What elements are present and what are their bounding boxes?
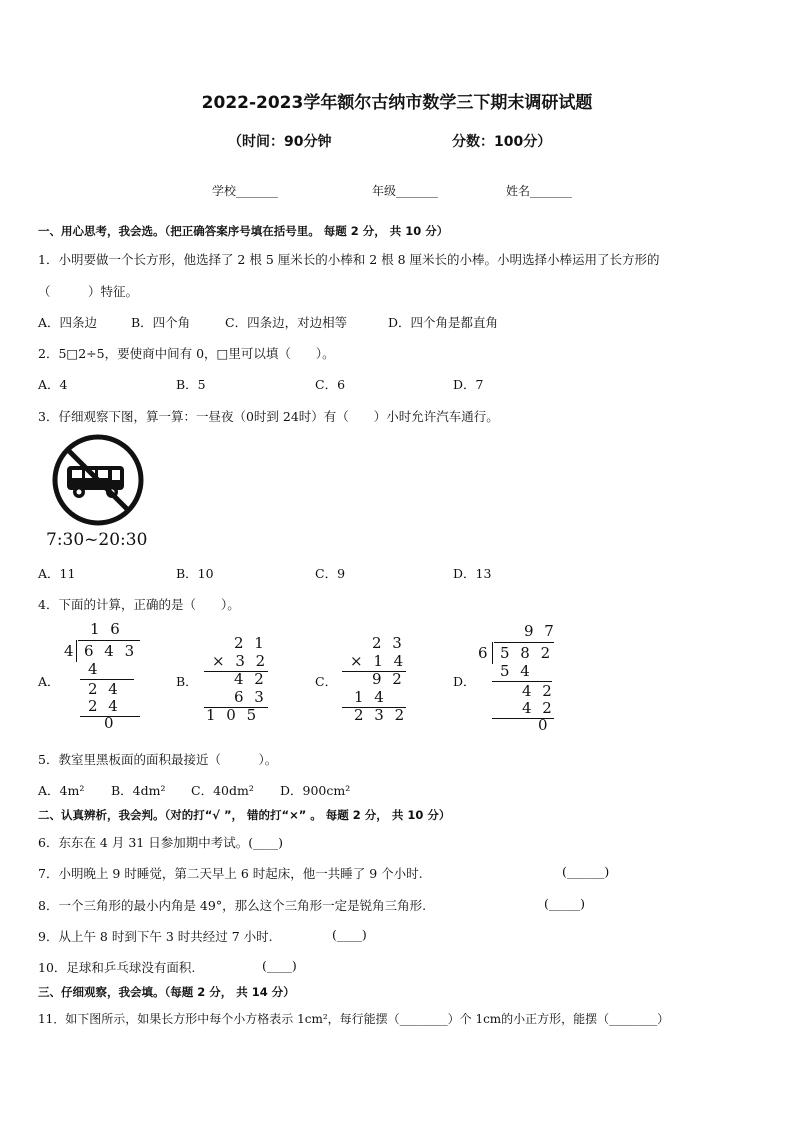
- grade-field[interactable]: 年级_______: [372, 184, 439, 198]
- q3-option-c[interactable]: C．9: [315, 566, 346, 581]
- q4-a-division: [62, 620, 152, 732]
- page-title: 2022-2023学年额尔古纳市数学三下期末调研试题: [201, 93, 593, 113]
- q2-option-a[interactable]: A．4: [38, 377, 68, 392]
- section-1-heading: 一、用心思考，我会选。（把正确答案序号填在括号里。 每题 2 分， 共 10 分）: [38, 224, 449, 238]
- question-1-line1: 1．小明要做一个长方形，他选择了 2 根 5 厘米长的小棒和 2 根 8 厘米长的小棒。小明选择小棒运用了长方形的: [38, 252, 660, 267]
- question-2: 2．5□2÷5，要使商中间有 0，□里可以填（ ）。: [38, 346, 335, 361]
- q3-option-b[interactable]: B．10: [176, 566, 214, 581]
- question-1-line2: （ ）特征。: [38, 284, 139, 299]
- q4-c-multiplication: [336, 634, 416, 728]
- section-2-heading: 二、认真辨析，我会判。（对的打“√ ”， 错的打“×” 。 每题 2 分， 共 10 分）: [38, 808, 451, 822]
- question-10: 10．足球和乒乓球没有面积.: [38, 960, 196, 975]
- q4-option-d[interactable]: D．: [453, 674, 476, 689]
- c-top: 2 3: [372, 634, 405, 652]
- c-p1: 9 2: [372, 670, 405, 688]
- d-row2: 4 2: [522, 682, 555, 700]
- d-row4: 0: [538, 716, 551, 734]
- q10-answer-blank[interactable]: (____): [262, 958, 297, 973]
- q3-option-a[interactable]: A．11: [38, 566, 76, 581]
- q2-option-d[interactable]: D．7: [453, 377, 484, 392]
- q2-option-b[interactable]: B．5: [176, 377, 206, 392]
- question-5: 5．教室里黑板面的面积最接近（ ）。: [38, 752, 278, 767]
- no-bus-sign-icon: [50, 432, 146, 528]
- q5-option-c[interactable]: C．40dm²: [191, 783, 254, 798]
- d-row3: 4 2: [522, 699, 555, 717]
- a-divisor: 4: [64, 642, 77, 660]
- q4-option-b[interactable]: B．: [176, 674, 198, 689]
- b-p1: 4 2: [234, 670, 267, 688]
- b-p2: 6 3: [234, 688, 267, 706]
- b-mul: × 3 2: [212, 652, 269, 670]
- q2-option-c[interactable]: C．6: [315, 377, 346, 392]
- question-7: 7．小明晚上 9 时睡觉，第二天早上 6 时起床，他一共睡了 9 个小时.: [38, 866, 423, 881]
- q5-option-b[interactable]: B．4dm²: [111, 783, 166, 798]
- a-row1: 4: [88, 660, 101, 678]
- q1-option-b[interactable]: B．四个角: [131, 315, 191, 330]
- q4-b-multiplication: [198, 634, 278, 728]
- b-result: 1 0 5: [206, 706, 260, 724]
- section-3-heading: 三、仔细观察，我会填。（每题 2 分， 共 14 分）: [38, 985, 295, 999]
- q1-option-a[interactable]: A．四条边: [38, 315, 98, 330]
- q3-option-d[interactable]: D．13: [453, 566, 492, 581]
- q5-option-d[interactable]: D．900cm²: [280, 783, 351, 798]
- q4-option-c[interactable]: C．: [315, 674, 338, 689]
- sign-time-label: 7:30~20:30: [46, 530, 148, 550]
- q5-option-a[interactable]: A．4m²: [38, 783, 85, 798]
- question-3: 3．仔细观察下图，算一算：一昼夜（0时到 24时）有（ ）小时允许汽车通行。: [38, 409, 499, 424]
- a-dividend: 6 4 3: [84, 642, 138, 660]
- q4-d-division: [474, 622, 564, 734]
- c-result: 2 3 2: [354, 706, 408, 724]
- question-6: 6．东东在 4 月 31 日参加期中考试。(____): [38, 835, 283, 850]
- exam-score: 分数：100分）: [452, 134, 552, 150]
- question-8: 8．一个三角形的最小内角是 49°，那么这个三角形一定是锐角三角形.: [38, 898, 427, 913]
- a-row3: 2 4: [88, 697, 121, 715]
- a-row4: 0: [104, 714, 117, 732]
- q7-answer-blank[interactable]: (______): [562, 864, 610, 879]
- a-quotient: 1 6: [90, 620, 123, 638]
- school-field[interactable]: 学校_______: [212, 184, 279, 198]
- q1-option-d[interactable]: D．四个角是都直角: [388, 315, 499, 330]
- c-mul: × 1 4: [350, 652, 407, 670]
- bus-icon: [67, 466, 124, 498]
- d-row1: 5 4: [500, 662, 533, 680]
- c-p2: 1 4: [354, 688, 387, 706]
- d-dividend: 5 8 2: [500, 644, 554, 662]
- question-11: 11．如下图所示，如果长方形中每个小方格表示 1cm²，每行能摆（________）个 1cm的小正方形，能摆（________）: [38, 1012, 670, 1026]
- b-top: 2 1: [234, 634, 267, 652]
- q8-answer-blank[interactable]: (_____): [544, 896, 586, 911]
- d-divisor: 6: [478, 644, 491, 662]
- exam-time: （时间：90分钟: [228, 134, 332, 150]
- a-row2: 2 4: [88, 680, 121, 698]
- d-quotient: 9 7: [524, 622, 557, 640]
- question-9: 9．从上午 8 时到下午 3 时共经过 7 小时.: [38, 929, 273, 944]
- q9-answer-blank[interactable]: (____): [332, 927, 367, 942]
- q1-option-c[interactable]: C．四条边，对边相等: [225, 315, 348, 330]
- question-4: 4．下面的计算，正确的是（ ）。: [38, 597, 240, 612]
- name-field[interactable]: 姓名_______: [506, 184, 573, 198]
- q4-option-a[interactable]: A．: [38, 674, 60, 689]
